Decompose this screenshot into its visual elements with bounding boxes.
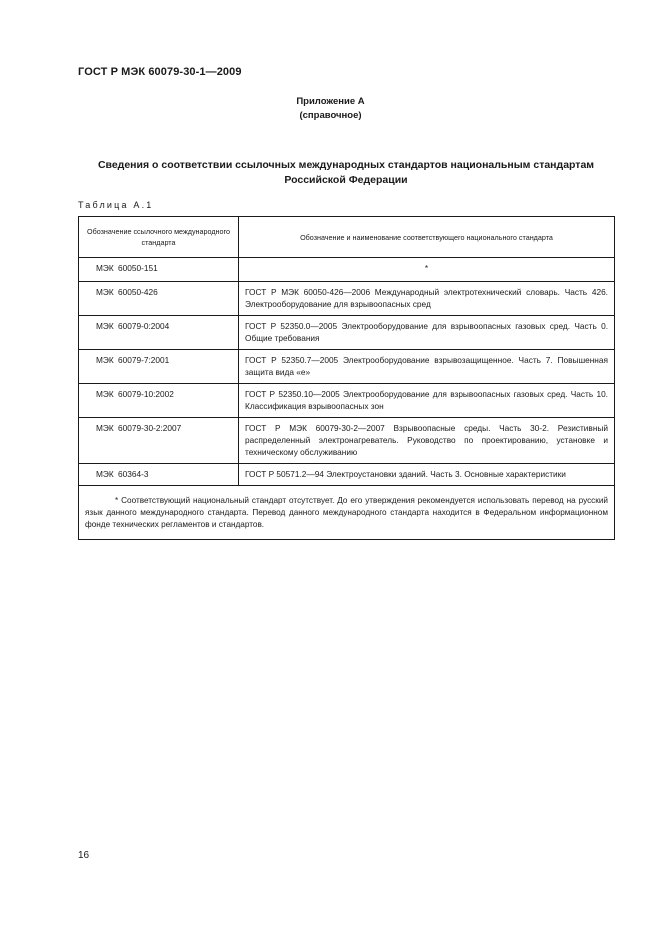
row-code: МЭК 60050-151	[79, 258, 239, 282]
row-desc: ГОСТ Р 52350.10—2005 Электрооборудование для взрывоопасных газовых сред. Часть 10. Классификация взрывоопасных зон	[239, 384, 615, 418]
row-code: МЭК 60050-426	[79, 282, 239, 316]
correspondence-table	[78, 216, 615, 540]
annex-status: (справочное)	[299, 110, 362, 121]
table-header-row	[79, 217, 615, 258]
annex-title: Приложение А	[296, 96, 365, 107]
row-code: МЭК 60079-0:2004	[79, 316, 239, 350]
row-code: МЭК 60079-10:2002	[79, 384, 239, 418]
table-row	[79, 258, 615, 282]
table-footnote-row	[79, 486, 615, 540]
row-desc: ГОСТ Р 50571.2—94 Электроустановки зданий. Часть 3. Основные характеристики	[239, 464, 615, 486]
page-number: 16	[78, 850, 90, 861]
table-row	[79, 384, 615, 418]
row-desc: ГОСТ Р МЭК 60050-426—2006 Международный электротехнический словарь. Часть 426. Электрооборудование для взрывоопасных сред	[239, 282, 615, 316]
row-code: МЭК 60079-30-2:2007	[79, 418, 239, 464]
row-desc: ГОСТ Р 52350.7—2005 Электрооборудование взрывозащищенное. Часть 7. Повышенная защита вида «е»	[239, 350, 615, 384]
header-national-standard: Обозначение и наименование соответствующего национального стандарта	[239, 217, 615, 258]
row-desc: *	[239, 258, 615, 282]
table-footnote	[79, 486, 615, 540]
footnote-text: * Соответствующий национальный стандарт отсутствует. До его утверждения рекомендуется использовать перевод на русский язык данного международного стандарта. Перевод данного международного стандарта находится в Федеральном информационном фонде технических регламентов и стандартов.	[85, 496, 608, 529]
header-international-standard: Обозначение ссылочного международного стандарта	[79, 217, 239, 258]
row-desc: ГОСТ Р МЭК 60079-30-2—2007 Взрывоопасные среды. Часть 30-2. Резистивный распределенный электронагреватель. Руководство по проектированию, установке и техническому обслуживанию	[239, 418, 615, 464]
section-title: Сведения о соответствии ссылочных международных стандартов национальным стандартам Российской Федерации	[97, 159, 595, 186]
table-row	[79, 316, 615, 350]
table-row	[79, 464, 615, 486]
row-desc: ГОСТ Р 52350.0—2005 Электрооборудование для взрывоопасных газовых сред. Часть 0. Общие требования	[239, 316, 615, 350]
row-code: МЭК 60364-3	[79, 464, 239, 486]
document-code-header: ГОСТ Р МЭК 60079-30-1—2009	[78, 66, 242, 78]
table-row	[79, 350, 615, 384]
table-row	[79, 282, 615, 316]
table-row	[79, 418, 615, 464]
table-caption: Таблица А.1	[78, 200, 154, 210]
row-code: МЭК 60079-7:2001	[79, 350, 239, 384]
